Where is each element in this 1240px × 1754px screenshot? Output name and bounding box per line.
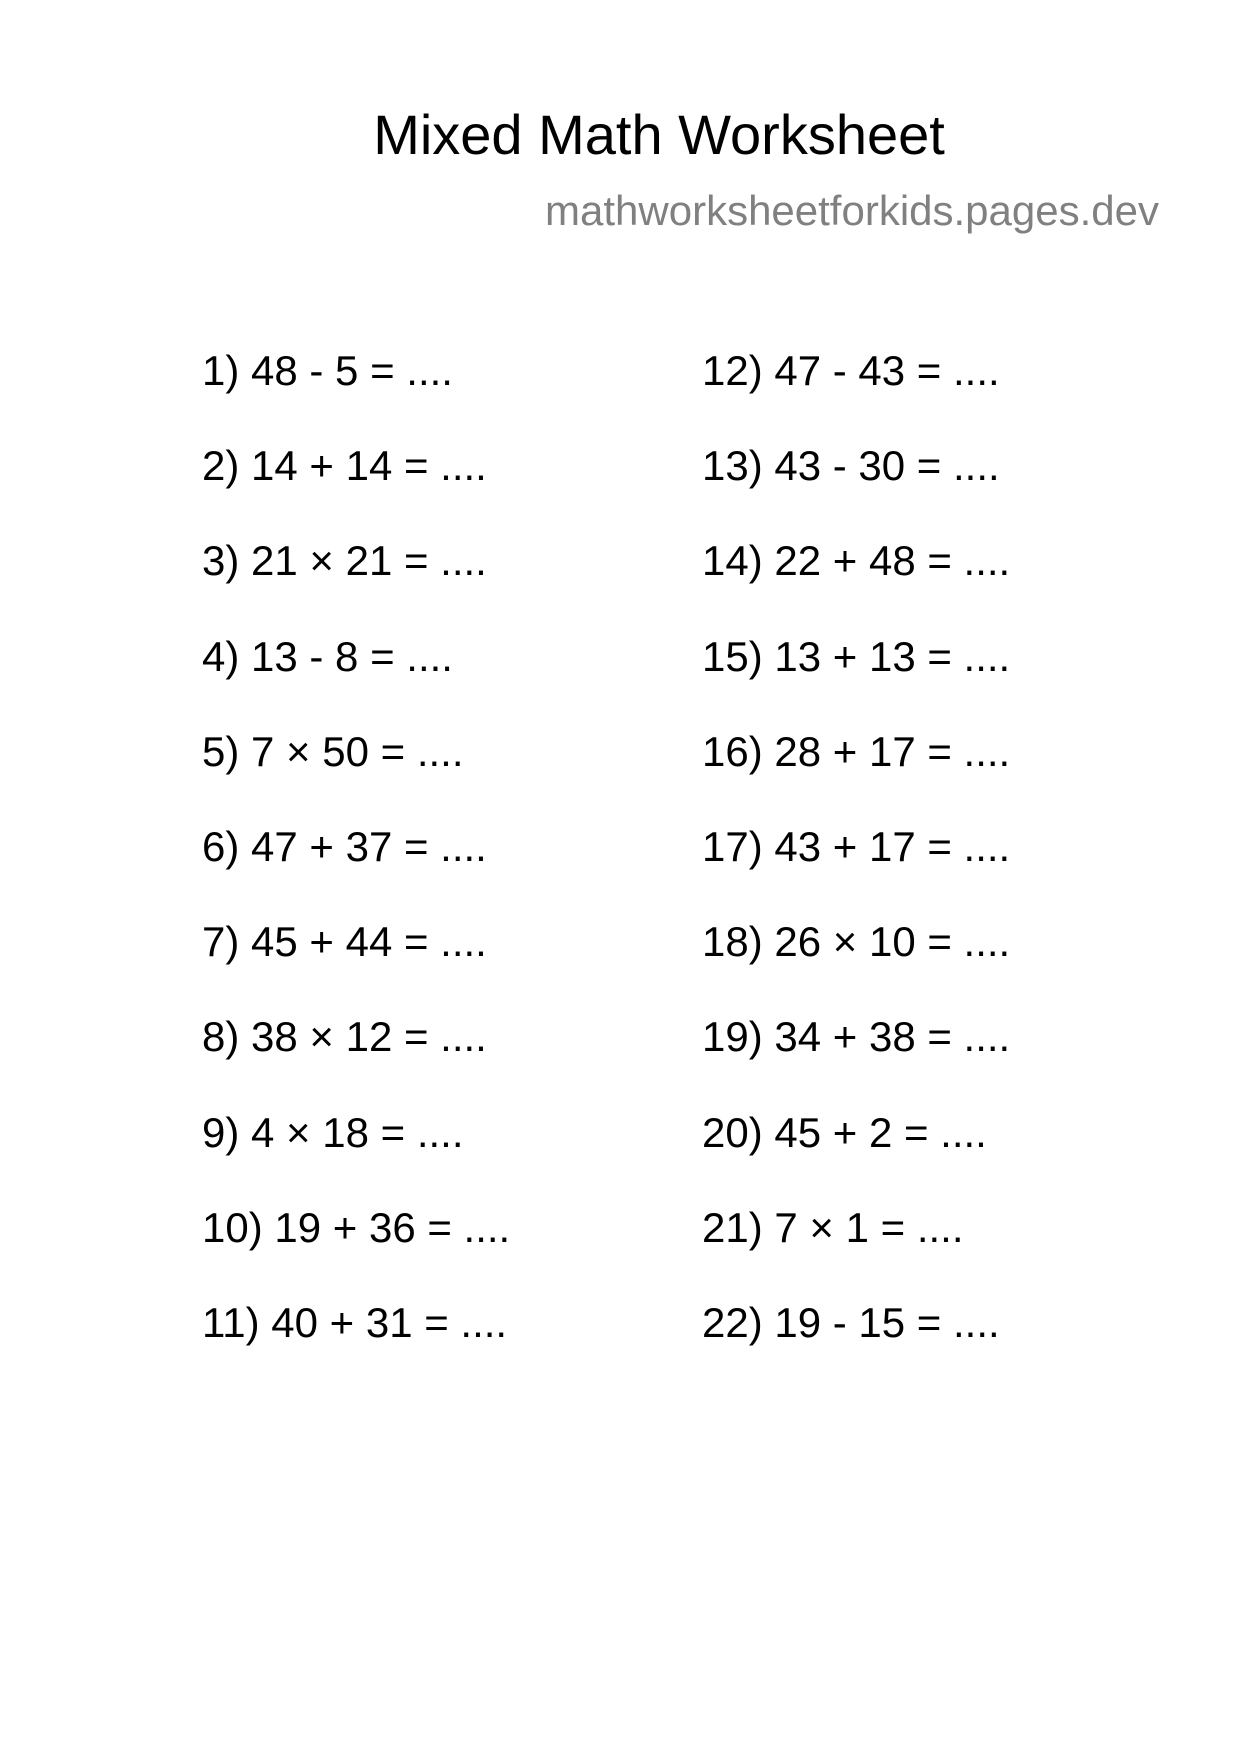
problem-item: 20) 45 + 2 = .... bbox=[702, 1108, 987, 1156]
problem-item: 1) 48 - 5 = .... bbox=[202, 347, 453, 394]
problem-item: 18) 26 × 10 = .... bbox=[702, 918, 1011, 966]
problem-item: 8) 38 × 12 = .... bbox=[202, 1013, 487, 1061]
problem-item: 14) 22 + 48 = .... bbox=[702, 537, 1011, 585]
problem-item: 2) 14 + 14 = .... bbox=[202, 442, 487, 490]
problem-column-right bbox=[702, 346, 1010, 1393]
problem-item: 21) 7 × 1 = .... bbox=[702, 1203, 964, 1251]
problem-item: 9) 4 × 18 = .... bbox=[202, 1108, 464, 1156]
site-url: mathworksheetforkids.pages.dev bbox=[545, 187, 1159, 234]
problem-item: 19) 34 + 38 = .... bbox=[702, 1013, 1011, 1061]
problem-item: 11) 40 + 31 = .... bbox=[202, 1298, 508, 1346]
problem-item: 22) 19 - 15 = .... bbox=[702, 1298, 1000, 1346]
problem-item: 3) 21 × 21 = .... bbox=[202, 537, 487, 585]
problem-item: 7) 45 + 44 = .... bbox=[202, 918, 487, 966]
problem-column-left bbox=[202, 346, 510, 1393]
problem-item: 6) 47 + 37 = .... bbox=[202, 822, 487, 870]
problem-item: 15) 13 + 13 = .... bbox=[702, 632, 1011, 680]
problem-item: 16) 28 + 17 = .... bbox=[702, 727, 1011, 775]
problem-item: 13) 43 - 30 = .... bbox=[702, 442, 1000, 490]
problem-item: 5) 7 × 50 = .... bbox=[202, 727, 464, 775]
page-title: Mixed Math Worksheet bbox=[373, 103, 945, 166]
problem-item: 12) 47 - 43 = .... bbox=[702, 347, 1000, 394]
problem-item: 17) 43 + 17 = .... bbox=[702, 822, 1011, 870]
problem-item: 4) 13 - 8 = .... bbox=[202, 632, 453, 680]
problem-item: 10) 19 + 36 = .... bbox=[202, 1203, 511, 1251]
